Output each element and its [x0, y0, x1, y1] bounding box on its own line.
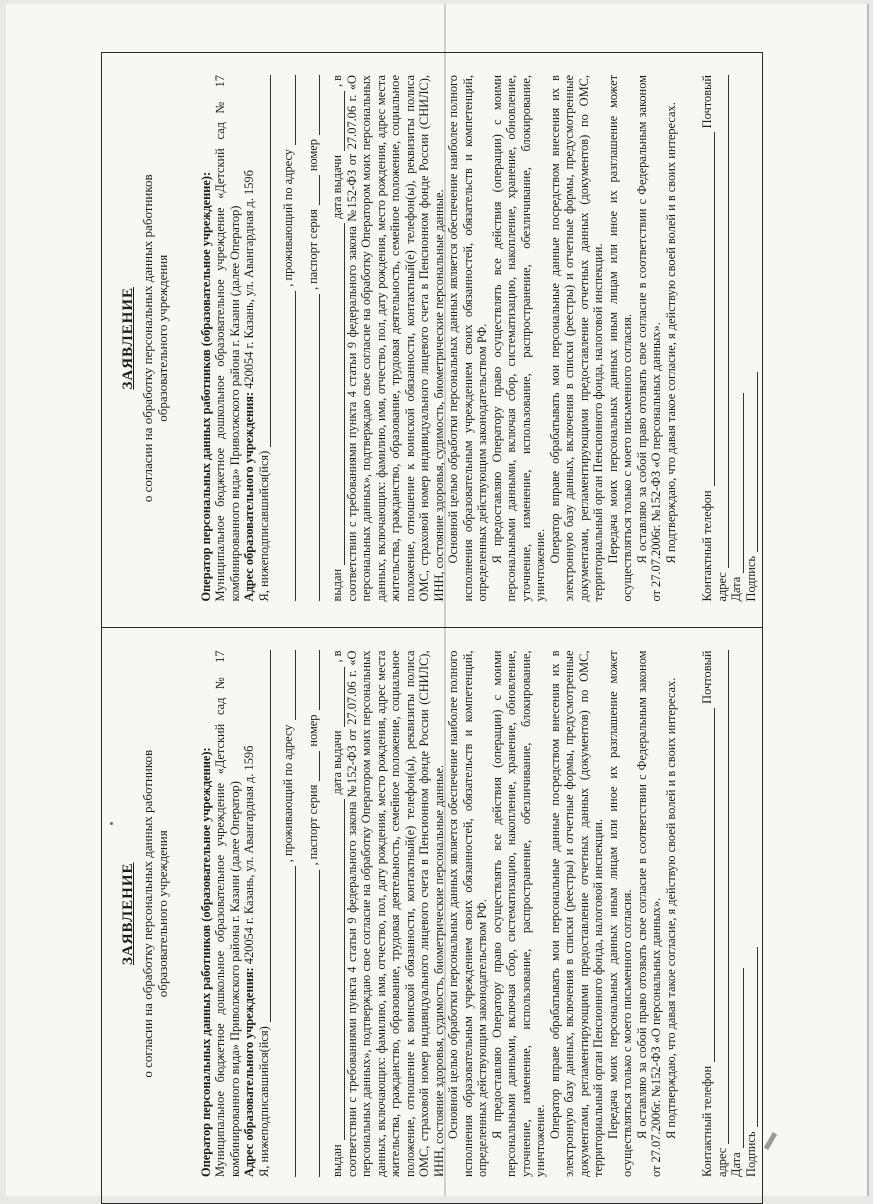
- address-value: 420054 г. Казань, ул. Авангардная д. 159б: [242, 170, 257, 389]
- address-field[interactable]: [283, 651, 296, 721]
- address-label: Адрес образовательного учреждения:: [242, 967, 257, 1177]
- form-copy-right: [102, 53, 762, 629]
- transfer-paragraph: Передача моих персональных данных иным лицам или иное их разглашение может осуществляться только с моего письменного согласия.: [605, 650, 635, 1177]
- issued-field[interactable]: [332, 799, 345, 1141]
- date-label: Дата: [729, 576, 744, 602]
- consent-paragraph: соответствии с требованиями пункта 4 статьи 9 федерального закона №152-ФЗ от 27.07.06 г. «О персональных данных», подтверждаю свое согласие на обработку Оператором моих персональных данных, включающих: фамилию, имя, отчество, пол, дату рождения, место рождения, адрес места жительства, гражданство, образование, трудовая деятельность, семейное положение, социальное положение, отношение к воинской обязанности, контактный(е) телефон(ы), реквизиты полиса ОМС, страховой номер индивидуального лицевого счета в Пенсионном фонде России (СНИЛС), ИНН, состояние здоровья, судимость, биометрические персональные данные.: [344, 650, 446, 1177]
- contact-phone-label: Контактный телефон: [700, 1065, 715, 1177]
- date-label: Дата: [729, 1152, 744, 1177]
- contact-phone-label: Контактный телефон: [700, 490, 715, 602]
- passport-series-field[interactable]: [307, 175, 320, 205]
- form-copy-left: [102, 629, 762, 1204]
- operator-name: Муниципальное бюджетное дошкольное образовательное учреждение «Детский сад № 17 комбинированного вида» Приволжского района г. Казани (далее Оператор): [213, 75, 242, 602]
- passport-series-label: , паспорт серия: [305, 209, 320, 291]
- revoke-paragraph: Я оставляю за собой право отозвать свое согласие в соответствии с Федеральным законом от 27.07.2006г. №152-ФЗ «О персональных данных».: [634, 75, 664, 602]
- name-field-cont[interactable]: [283, 866, 296, 1177]
- phone-field[interactable]: [702, 132, 715, 486]
- signer-prefix: Я, нижеподписавшийся(йся): [256, 450, 271, 602]
- signature-field[interactable]: [745, 372, 758, 552]
- confirm-paragraph: Я подтверждаю, что давая такое согласие, я действую своей волей и в своих интересах.: [663, 102, 678, 564]
- rights-paragraph: Я предоставляю Оператору право осуществлять все действия (операции) с моими персональными данными, включая сбор, систематизацию, накопление, хранение, обновление, уточнение, изменение, использование, распространение, обезличивание, блокирование, уничтожение.: [489, 75, 548, 602]
- form-title: ЗАЯВЛЕНИЕ: [120, 286, 136, 390]
- transfer-paragraph: Передача моих персональных данных иным лицам или иное их разглашение может осуществляться только с моего письменного согласия.: [605, 75, 635, 602]
- passport-number-label: номер: [305, 139, 320, 172]
- date-field[interactable]: [731, 968, 744, 1148]
- confirm-paragraph: Я подтверждаю, что давая такое согласие, я действую своей волей и в своих интересах.: [663, 677, 678, 1139]
- signature-label: Подпись: [743, 555, 758, 602]
- address-value: 420054 г. Казань, ул. Авангардная д. 159б: [242, 745, 257, 965]
- processing-paragraph: Оператор вправе обрабатывать мои персональные данные посредством внесения их в электронную базу данных, включения в списки (реестры) и отчетные формы, предусмотренные документами, регламентирующими предоставление отчетных данных (документов) по ОМС, территориальный орган Пенсионного фонда, налоговой инспекции.: [547, 650, 606, 1177]
- document-frame: [101, 52, 763, 1204]
- signer-prefix: Я, нижеподписавшийся(йся): [256, 1026, 271, 1177]
- in-word: , в: [330, 650, 345, 663]
- form-subtitle: о согласии на обработку персональных данных работников образовательного учреждения: [139, 174, 171, 503]
- address-word: адрес: [714, 572, 729, 602]
- address-field-cont[interactable]: [307, 294, 320, 601]
- issue-date-field[interactable]: [332, 91, 345, 151]
- passport-series-label: , паспорт серия: [305, 784, 320, 866]
- residing-label: , проживающий по адресу: [281, 724, 296, 863]
- name-field[interactable]: [258, 75, 271, 447]
- signature-field[interactable]: [745, 947, 758, 1127]
- issue-date-label: дата выдачи: [330, 730, 345, 795]
- processing-paragraph: Оператор вправе обрабатывать мои персональные данные посредством внесения их в электронную базу данных, включения в списки (реестры) и отчетные формы, предусмотренные документами, регламентирующими предоставление отчетных данных (документов) по ОМС, территориальный орган Пенсионного фонда, налоговой инспекции.: [547, 75, 606, 602]
- residing-label: , проживающий по адресу: [281, 149, 296, 287]
- postal-address-field[interactable]: [716, 651, 729, 1144]
- in-word: , в: [330, 75, 345, 88]
- issued-label: выдан: [330, 568, 345, 602]
- name-field[interactable]: [258, 651, 271, 1023]
- address-field-cont[interactable]: [307, 870, 320, 1177]
- form-title: ЗАЯВЛЕНИЕ: [120, 862, 136, 966]
- address-word: адрес: [714, 1147, 729, 1177]
- address-label: Адрес образовательного учреждения:: [242, 391, 257, 602]
- operator-name: Муниципальное бюджетное дошкольное образовательное учреждение «Детский сад № 17 комбинированного вида» Приволжского района г. Казани (далее Оператор): [213, 650, 242, 1177]
- purpose-paragraph: Основной целью обработки персональных данных является обеспечение наиболее полного исполнения образовательным учреждением своих обязанностей, обязательств и компетенций, определенных действующим законодательством РФ.: [446, 650, 490, 1177]
- issue-date-field[interactable]: [332, 667, 345, 727]
- passport-number-field[interactable]: [307, 651, 320, 711]
- address-field[interactable]: [283, 75, 296, 145]
- postal-label: Почтовый: [700, 650, 715, 704]
- postal-address-field[interactable]: [716, 75, 729, 568]
- date-field[interactable]: [731, 393, 744, 573]
- consent-paragraph: соответствии с требованиями пункта 4 статьи 9 федерального закона №152-ФЗ от 27.07.06 г. «О персональных данных», подтверждаю свое согласие на обработку Оператором моих персональных данных, включающих: фамилию, имя, отчество, пол, дату рождения, место рождения, адрес места жительства, гражданство, образование, трудовая деятельность, семейное положение, социальное положение, отношение к воинской обязанности, контактный(е) телефон(ы), реквизиты полиса ОМС, страховой номер индивидуального лицевого счета в Пенсионном фонде России (СНИЛС), ИНН, состояние здоровья, судимость, биометрические персональные данные.: [344, 75, 446, 602]
- rights-paragraph: Я предоставляю Оператору право осуществлять все действия (операции) с моими персональными данными, включая сбор, систематизацию, накопление, хранение, обновление, уточнение, изменение, использование, распространение, обезличивание, блокирование, уничтожение.: [489, 650, 548, 1177]
- form-subtitle: о согласии на обработку персональных данных работников образовательного учреждения: [139, 749, 171, 1078]
- revoke-paragraph: Я оставляю за собой право отозвать свое согласие в соответствии с Федеральным законом от 27.07.2006г. №152-ФЗ «О персональных данных».: [634, 650, 664, 1177]
- postal-label: Почтовый: [700, 75, 715, 129]
- operator-label: Оператор персональных данных работников (образовательное учреждение):: [198, 171, 213, 602]
- purpose-paragraph: Основной целью обработки персональных данных является обеспечение наиболее полного исполнения образовательным учреждением своих обязанностей, обязательств и компетенций, определенных действующим законодательством РФ.: [446, 75, 490, 602]
- issue-date-label: дата выдачи: [330, 155, 345, 220]
- pen-mark: [764, 1132, 777, 1150]
- passport-number-field[interactable]: [307, 75, 320, 135]
- issued-field[interactable]: [332, 223, 345, 565]
- scanned-sheet: [6, 4, 869, 1196]
- passport-series-field[interactable]: [307, 751, 320, 781]
- phone-field[interactable]: [702, 708, 715, 1062]
- name-field-cont[interactable]: [283, 291, 296, 602]
- operator-label: Оператор персональных данных работников (образовательное учреждение):: [198, 747, 213, 1177]
- issued-label: выдан: [330, 1144, 345, 1177]
- signature-label: Подпись: [743, 1131, 758, 1177]
- passport-number-label: номер: [305, 714, 320, 747]
